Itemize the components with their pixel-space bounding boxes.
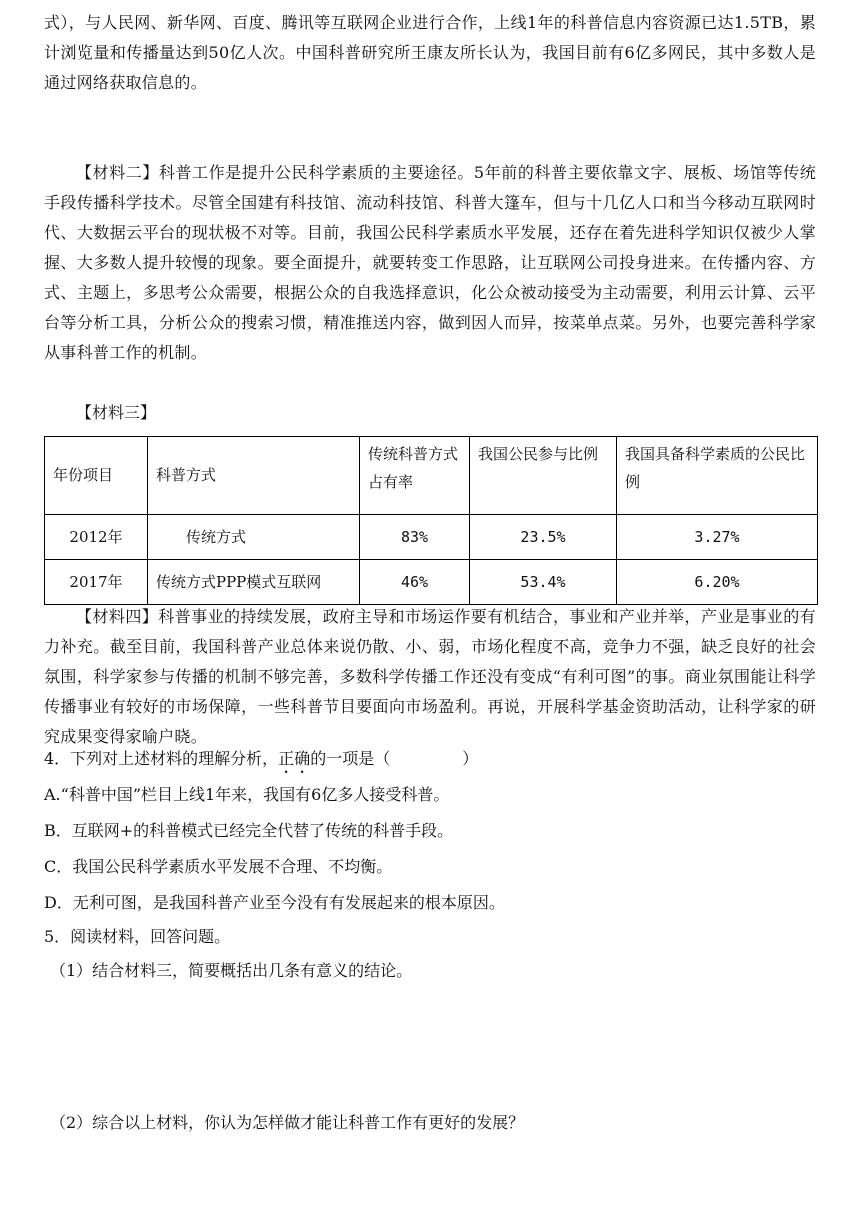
question-5-part-2: （2）综合以上材料，你认为怎样做才能让科普工作有更好的发展？	[50, 1113, 525, 1132]
paragraph-material1-continued: 式），与人民网、新华网、百度、腾讯等互联网企业进行合作，上线1年的科普信息内容资源已达1.5TB，累计浏览量和传播量达到50亿人次。中国科普研究所王康友所长认为，我国目前有6亿多网民，其中多数人是通过网络获取信息的。	[44, 13, 816, 92]
table-header-row	[45, 437, 818, 515]
table-header-cell: 我国具备科学素质的公民比例	[617, 437, 818, 515]
question-4-close: ）	[462, 749, 479, 768]
answer-area-5-1[interactable]	[44, 990, 816, 1096]
table-cell-traditional-share: 46%	[360, 560, 470, 605]
question-5: 5．阅读材料，回答问题。	[44, 927, 231, 946]
option-a: A.“科普中国”栏目上线1年来，我国有6亿多人接受科普。	[44, 785, 450, 804]
table-header-cell: 我国公民参与比例	[470, 437, 617, 515]
table-row	[45, 515, 818, 560]
answer-area-5-2[interactable]	[44, 1142, 816, 1208]
option-c: C．我国公民科学素质水平发展不合理、不均衡。	[44, 857, 393, 876]
table-header-cell: 年份项目	[45, 437, 148, 515]
table-cell-year: 2017年	[45, 560, 148, 605]
question-4-text-post: 的一项是（	[310, 749, 391, 768]
table-cell-year: 2012年	[45, 515, 148, 560]
table-cell-participation: 53.4%	[470, 560, 617, 605]
table-row	[45, 560, 818, 605]
question-5-part-1: （1）结合材料三，简要概括出几条有意义的结论。	[50, 961, 413, 980]
table-cell-method: 传统方式PPP模式互联网	[148, 560, 360, 605]
table-header-cell: 科普方式	[148, 437, 360, 515]
table-cell-participation: 23.5%	[470, 515, 617, 560]
option-b: B．互联网+的科普模式已经完全代替了传统的科普手段。	[44, 821, 454, 840]
question-4-text: 4．下列对上述材料的理解分析，	[44, 749, 279, 768]
table-header-cell: 传统科普方式占有率	[360, 437, 470, 515]
question-4	[44, 744, 816, 777]
table-cell-literacy: 3.27%	[617, 515, 818, 560]
table-cell-method: 传统方式	[148, 515, 360, 560]
table-cell-traditional-share: 83%	[360, 515, 470, 560]
data-table	[44, 436, 818, 605]
paragraph-material2: 【材料二】科普工作是提升公民科学素质的主要途径。5年前的科普主要依靠文字、展板、场馆等传统手段传播科学技术。尽管全国建有科技馆、流动科技馆、科普大篷车，但与十几亿人口和当今移动互联网时代、大数据云平台的现状极不对等。目前，我国公民科学素质水平发展，还存在着先进科学知识仅被少人掌握、大多数人提升较慢的现象。要全面提升，就要转变工作思路，让互联网公司投身进来。在传播内容、方式、主题上，多思考公众需要，根据公众的自我选择意识，化公众被动接受为主动需要，利用云计算、云平台等分析工具，分析公众的搜索习惯，精准推送内容，做到因人而异，按菜单点菜。另外，也要完善科学家从事科普工作的机制。	[44, 163, 816, 362]
question-4-emphasis: 正确	[278, 749, 311, 768]
paragraph-material4: 【材料四】科普事业的持续发展，政府主导和市场运作要有机结合，事业和产业并举，产业是事业的有力补充。截至目前，我国科普产业总体来说仍散、小、弱，市场化程度不高，竞争力不强，缺乏良好的社会氛围，科学家参与传播的机制不够完善，多数科学传播工作还没有变成“有利可图”的事。商业氛围能让科学传播事业有较好的市场保障，一些科普节目要面向市场盈利。再说，开展科学基金资助活动，让科学家的研究成果变得家喻户晓。	[44, 607, 816, 746]
material3-title: 【材料三】	[76, 403, 157, 422]
option-d: D．无利可图，是我国科普产业至今没有有发展起来的根本原因。	[44, 893, 505, 912]
table-cell-literacy: 6.20%	[617, 560, 818, 605]
